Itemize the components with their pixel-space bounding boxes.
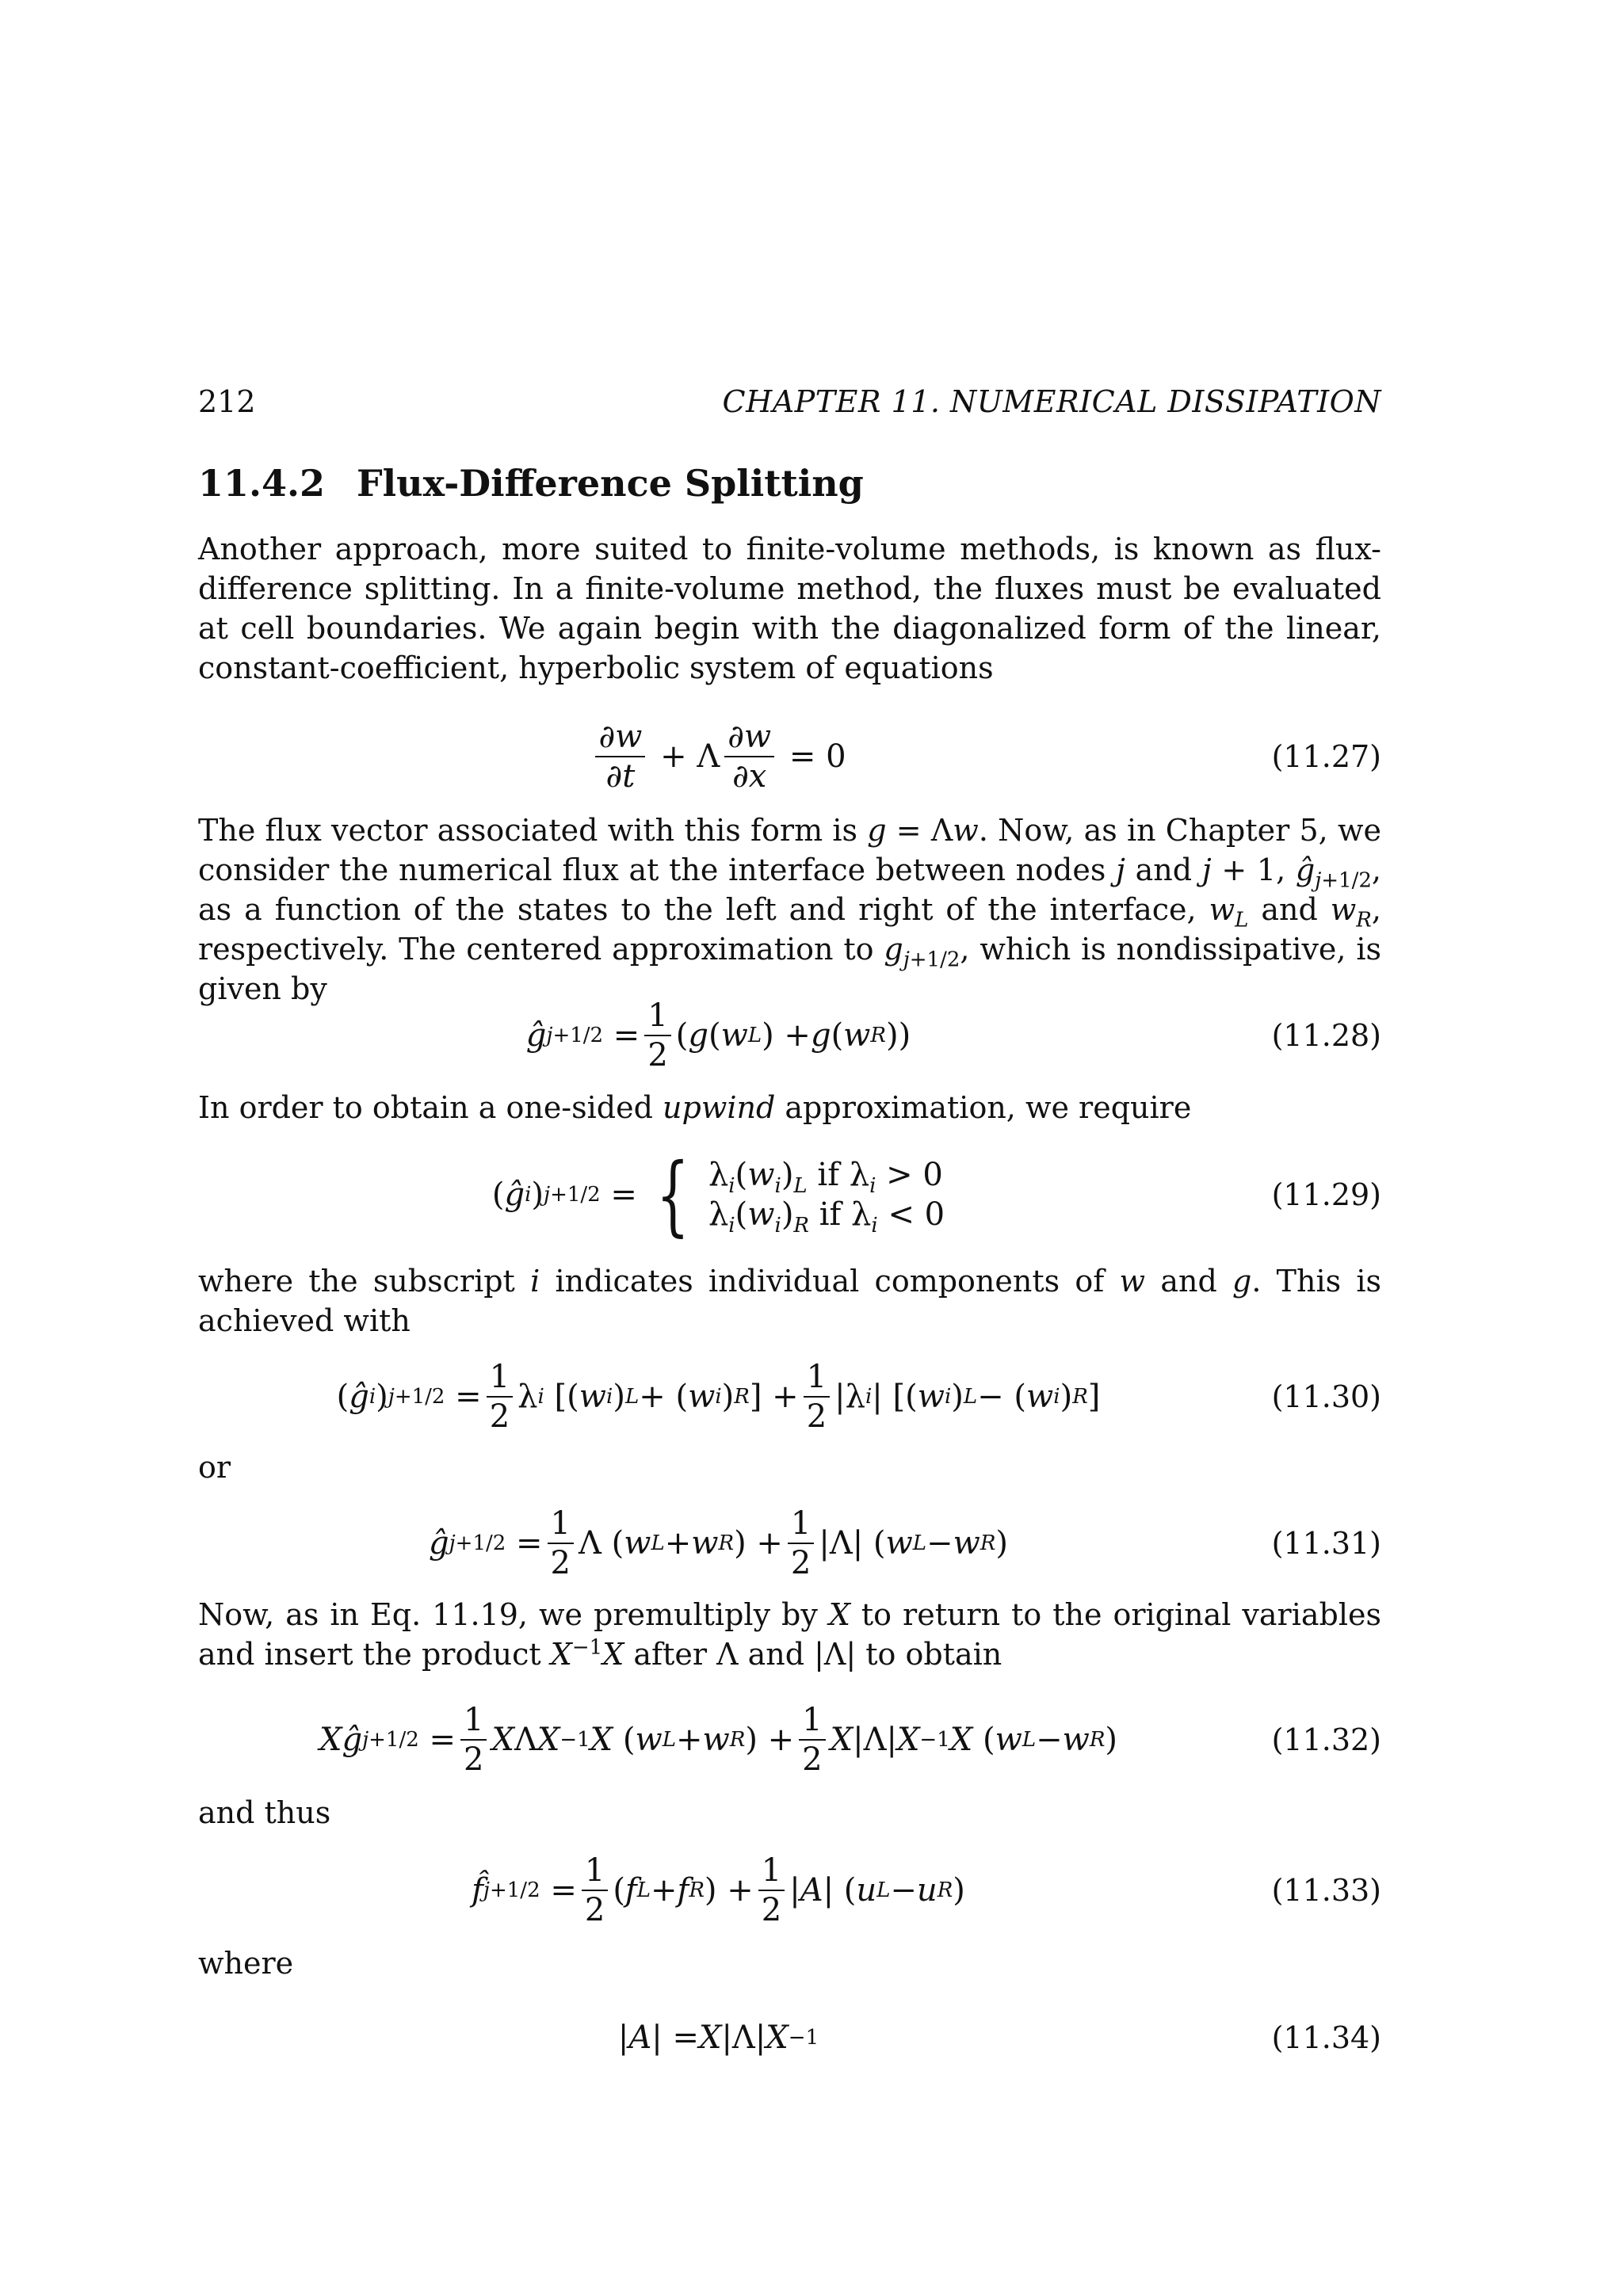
equation-body: ( ĝ i ) j+1/2 = $\frac{1}{2}$ λ i [( w i ) L + ( w i ) R ] + $\frac{1}{2}$ |λ i | [( w i ) L − ( w i ) R ] — [336, 1359, 1101, 1435]
text-run: The flux vector associated with this form is — [198, 813, 857, 848]
text-run: . Now, as in Chapter 5, we consider the numerical flux at the interface between nodes — [198, 813, 1381, 887]
text-run: and — [1160, 1264, 1217, 1299]
emphasis-text: upwind — [663, 1090, 776, 1125]
condition-text: if — [819, 1196, 842, 1233]
equation-number: (11.28) — [1271, 1018, 1381, 1053]
section-title: Flux-Difference Splitting — [357, 462, 864, 505]
equation-11-31 — [198, 1496, 1381, 1591]
paragraph-intro — [198, 529, 1381, 688]
equation-body: $\frac{\partial w}{\partial t}$ + Λ $\frac{\partial w}{\partial x}$ = 0 — [198, 709, 1239, 804]
section-number: 11.4.2 — [198, 462, 326, 505]
running-header — [198, 384, 1381, 424]
text-run: after Λ and |Λ| to obtain — [633, 1637, 1002, 1672]
text-run: and — [1135, 852, 1193, 887]
equation-11-27 — [198, 709, 1381, 804]
paragraph-intro-text: Another approach, more suited to finite-volume methods, is known as flux-difference splitting. In a finite-volume method, the fluxes must be evaluated at cell boundaries. We again begin with the diagonalized form of the linear, constant-coefficient, hyperbolic system of equations — [198, 532, 1381, 685]
equation-11-34 — [198, 1990, 1381, 2085]
equation-11-33 — [198, 1843, 1381, 1938]
equation-number: (11.30) — [1271, 1379, 1381, 1414]
equation-11-30 — [198, 1349, 1381, 1444]
equation-number: (11.31) — [1271, 1526, 1381, 1561]
condition-text: if — [817, 1157, 840, 1193]
text-run: . This is achieved with — [198, 1264, 1381, 1338]
text-run: , respectively. The centered approximation to — [198, 892, 1381, 967]
paragraph-and-thus — [198, 1793, 1381, 1833]
equation-number: (11.27) — [1271, 739, 1381, 774]
equation-body: ĝ j+1/2 = $\frac{1}{2}$ ( g ( w L ) + g ( w R )) — [525, 997, 911, 1074]
equation-11-32 — [198, 1692, 1381, 1787]
paragraph-subscript: where the subscript i indicates individual components of w and g. This is achieved with — [198, 1264, 1381, 1338]
equation-body: ( ĝ i ) j+1/2 = { $\lambda_i(w_i)_L$ if $\lambda_i > 0$ $\lambda_i(w_i)_R$ if $\lambda_i < 0$ — [491, 1144, 945, 1245]
text-run: indicates individual components of — [555, 1264, 1105, 1299]
equation-11-28 — [198, 988, 1381, 1083]
text-run: where — [198, 1946, 294, 1981]
text-run: approximation, we require — [785, 1090, 1192, 1125]
section-heading — [198, 462, 864, 505]
chapter-title: CHAPTER 11. NUMERICAL DISSIPATION — [722, 384, 1381, 419]
paragraph-flux-vector: The flux vector associated with this form is g = Λw. Now, as in Chapter 5, we consider the numerical flux at the interface between nodes j and j + 1, $ĝ_{j+1/2}$, as a function of the states to the left and right of the interface, $w_L$ and $w_R$, respectively. The centered approximation to $g_{j+1/2}$, which is nondissipative, is given by — [198, 813, 1381, 1006]
text-run: and thus — [198, 1795, 331, 1830]
text-run: In order to obtain a one-sided — [198, 1090, 653, 1125]
equation-number: (11.29) — [1271, 1177, 1381, 1212]
text-run: and — [1261, 892, 1318, 927]
equation-body: ĝ j+1/2 = $\frac{1}{2}$ Λ ( w L + w R ) + $\frac{1}{2}$ |Λ| ( w L − w R ) — [428, 1505, 1008, 1581]
equation-body: | A | = X |Λ| X −1 — [617, 2019, 819, 2056]
text-run: , as a function of the states to the left and right of the interface, — [198, 852, 1381, 927]
equation-number: (11.33) — [1271, 1873, 1381, 1908]
equation-body: X ĝ j+1/2 = $\frac{1}{2}$ X Λ X −1 X ( w L + w R ) + $\frac{1}{2}$ X |Λ| X −1 X ( w L − w R ) — [319, 1702, 1118, 1778]
equation-number: (11.34) — [1271, 2020, 1381, 2055]
text-run: , which is nondissipative, is given by — [198, 932, 1381, 1006]
equation-11-29 — [198, 1144, 1381, 1245]
text-run: or — [198, 1450, 231, 1485]
text-run: to return to the original variables and insert the product — [198, 1597, 1381, 1672]
text-run: where the subscript — [198, 1264, 515, 1299]
text-run: Now, as in Eq. 11.19, we premultiply by — [198, 1597, 818, 1632]
equation-body: f̂ j+1/2 = $\frac{1}{2}$ ( f L + f R ) + $\frac{1}{2}$ | A | ( u L − u R ) — [472, 1852, 965, 1928]
paragraph-where — [198, 1943, 1381, 1983]
paragraph-or — [198, 1447, 1381, 1487]
paragraph-upwind — [198, 1088, 1381, 1127]
equation-number: (11.32) — [1271, 1722, 1381, 1757]
page-number: 212 — [198, 384, 256, 419]
paragraph-premultiply: Now, as in Eq. 11.19, we premultiply by X to return to the original variables and insert the product $X^{-1}X$ after Λ and |Λ| to obtain — [198, 1597, 1381, 1672]
